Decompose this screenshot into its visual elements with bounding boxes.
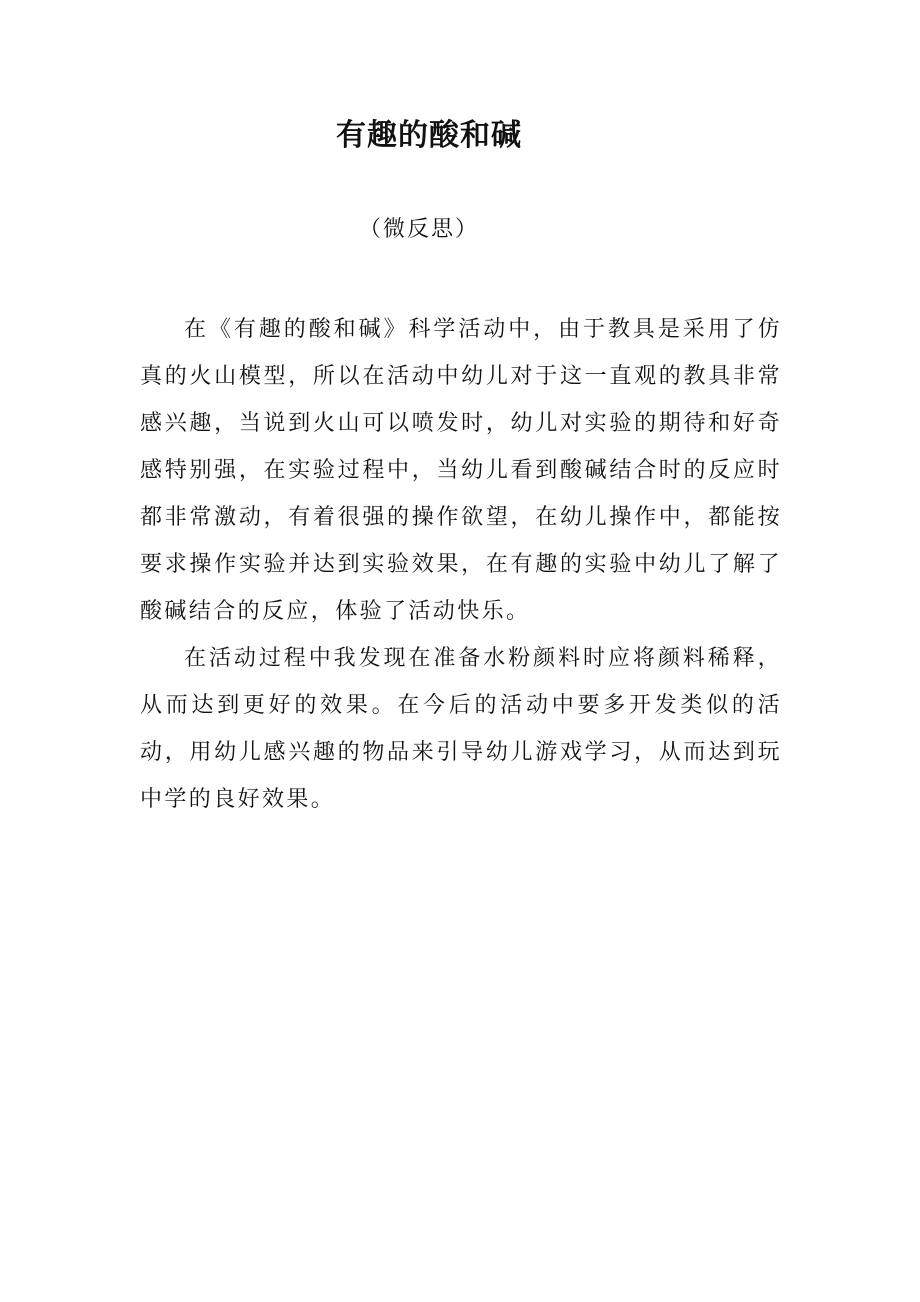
paragraph-1: 在《有趣的酸和碱》科学活动中，由于教具是采用了仿真的火山模型，所以在活动中幼儿对于这一直观的教具非常感兴趣，当说到火山可以喷发时，幼儿对实验的期待和好奇感特别强，在实验过程中，当幼儿看到酸碱结合时的反应时都非常激动，有着很强的操作欲望，在幼儿操作中，都能按要求操作实验并达到实验效果，在有趣的实验中幼儿了解了酸碱结合的反应，体验了活动快乐。: [140, 317, 782, 624]
document-subtitle: （微反思）: [358, 217, 479, 242]
paragraph-2: 在活动过程中我发现在准备水粉颜料时应将颜料稀释，从而达到更好的效果。在今后的活动中要多开发类似的活动，用幼儿感兴趣的物品来引导幼儿游戏学习，从而达到玩中学的良好效果。: [140, 646, 782, 812]
document-body: [140, 306, 782, 823]
document-title: 有趣的酸和碱: [336, 118, 522, 153]
